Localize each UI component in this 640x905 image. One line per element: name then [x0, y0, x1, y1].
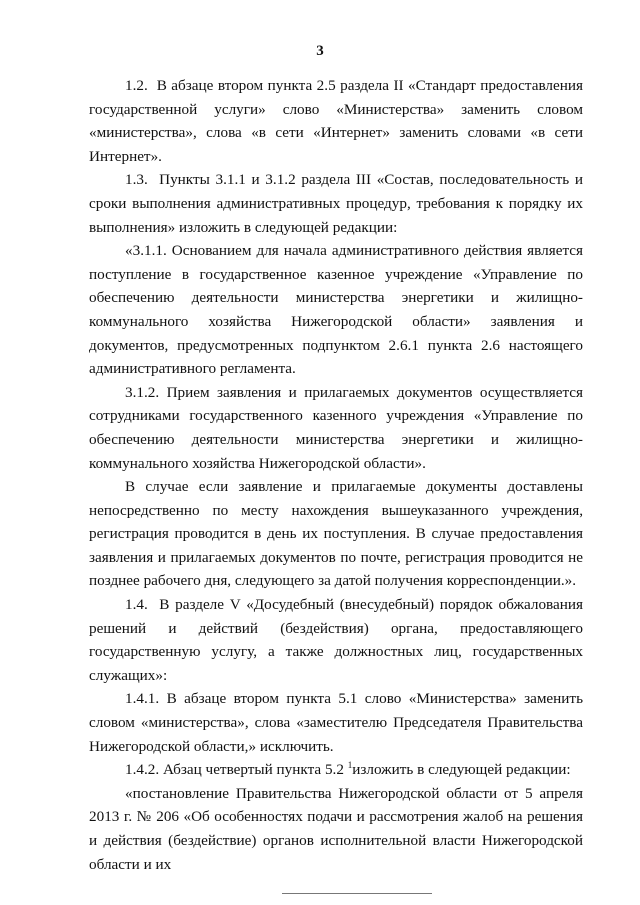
paragraph-3-1-2: 3.1.2. Прием заявления и прилагаемых документов осуществляется сотрудниками государственного казенного учреждения «Управление по обеспечению деятельности министерства энергетики и жилищно-коммунального хозяйства Нижегородской области». — [89, 383, 583, 472]
paragraph-3-1-1: «3.1.1. Основанием для начала административного действия является поступление в государственное казенное учреждение «Управление по обеспечению деятельности министерства энергетики и жилищно-коммунального хозяйства Нижегородской области» заявления и документов, предусмотренных подпунктом 2.6.1 пункта 2.6 настоящего административного регламента. — [89, 242, 583, 378]
footnote-marker: 1 — [347, 760, 353, 771]
paragraph-registration: В случае если заявление и прилагаемые документы доставлены непосредственно по месту нахождения вышеуказанного учреждения, регистрация проводится в день их поступления. В случае предоставления заявления и прилагаемых документов по почте, регистрация проводится не позднее рабочего дня, следующего за датой получения корреспонденции.». — [89, 478, 583, 590]
paragraph-1-4-2 — [89, 758, 583, 782]
paragraph-1-2: 1.2. В абзаце втором пункта 2.5 раздела II «Стандарт предоставления государственной услуги» слово «Министерства» заменить словом «министерства», слова «в сети «Интернет» заменить словами «в сети Интернет». — [89, 77, 583, 165]
paragraph-resolution: «постановление Правительства Нижегородской области от 5 апреля 2013 г. № 206 «Об особенностях подачи и рассмотрения жалоб на решения и действия (бездействие) органов исполнительной власти Нижегородской области и их — [89, 784, 583, 873]
footer-divider — [282, 893, 432, 894]
paragraph-1-4-2-rest: изложить в следующей редакции: — [352, 761, 571, 779]
paragraph-1-4-2-text: 1.4.2. Абзац четвертый пункта 5.2 — [125, 761, 344, 779]
page-number: 3 — [316, 43, 324, 59]
document-body — [89, 74, 583, 876]
paragraph-1-4-1: 1.4.1. В абзаце втором пункта 5.1 слово «Министерства» заменить словом «министерства», слова «заместителю Председателя Правительства Нижегородской области,» исключить. — [89, 690, 583, 755]
paragraph-1-3: 1.3. Пункты 3.1.1 и 3.1.2 раздела III «Состав, последовательность и сроки выполнения административных процедур, требования к порядку их выполнения» изложить в следующей редакции: — [89, 171, 583, 236]
paragraph-1-4: 1.4. В разделе V «Досудебный (внесудебный) порядок обжалования решений и действий (бездействия) органа, предоставляющего государственную услугу, а также должностных лиц, государственных служащих»: — [89, 596, 583, 684]
